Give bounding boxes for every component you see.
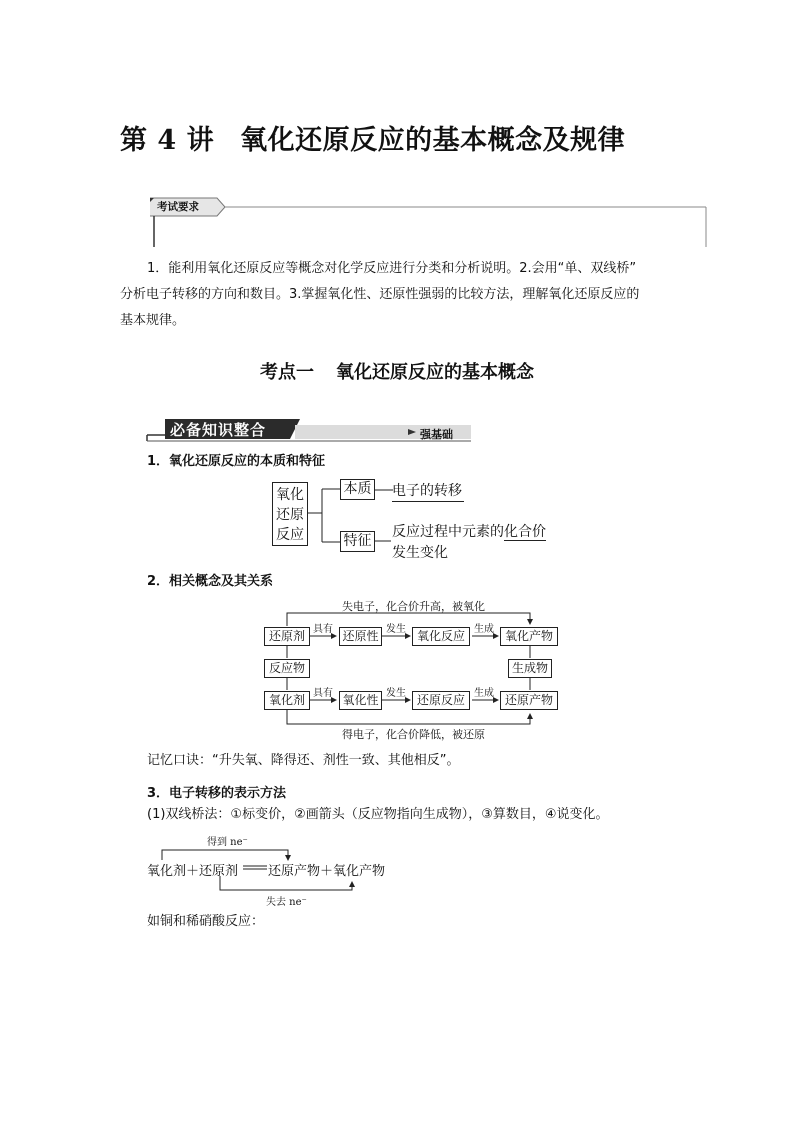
double-bridge-method: (1)双线桥法：①标变价，②画箭头（反应物指向生成物），③算数目，④说变化。 <box>147 807 609 822</box>
section-title <box>0 358 794 384</box>
lose-electrons-label: 失去 ne⁻ <box>266 897 307 908</box>
item2-heading: 2．相关概念及其关系 <box>147 574 274 589</box>
redox-root-box <box>272 482 308 546</box>
equation-right: 还原产物＋氧化产物 <box>268 864 386 879</box>
page-title <box>120 118 625 157</box>
item3-heading: 3．电子转移的表示方法 <box>147 786 287 801</box>
root-line-2: 还原 <box>276 507 304 523</box>
requirement-line-3: 基本规律。 <box>120 313 186 328</box>
arrow-label-have-2: 具有 <box>313 688 333 699</box>
top-bridge-label: 失电子，化合价升高，被氧化 <box>342 600 485 613</box>
reduction-product-box: 还原产物 <box>500 691 558 710</box>
root-line-1: 氧化 <box>276 487 304 503</box>
arrow-label-occur-2: 发生 <box>386 688 406 699</box>
arrow-label-have-1: 具有 <box>313 624 333 635</box>
product-box: 生成物 <box>508 659 552 678</box>
requirement-line-2: 分析电子转移的方向和数目。3.掌握氧化性、还原性强弱的比较方法，理解氧化还原反应的 <box>120 287 640 302</box>
lecture-title: 氧化还原反应的基本概念及规律 <box>240 125 626 156</box>
equation-left: 氧化剂＋还原剂 <box>147 864 239 879</box>
oxidation-product-box: 氧化产物 <box>500 627 558 646</box>
example-text: 如铜和稀硝酸反应： <box>147 914 265 929</box>
root-line-3: 反应 <box>276 527 304 543</box>
bottom-bridge-label: 得电子，化合价降低，被还原 <box>342 728 485 741</box>
feature-text: 反应过程中元素的 <box>392 524 504 540</box>
section-label: 考点一 <box>260 362 314 383</box>
oxidizability-box: 氧化性 <box>339 691 382 710</box>
oxidant-box: 氧化剂 <box>264 691 310 710</box>
mnemonic: 记忆口诀：“升失氧、降得还、剂性一致、其他相反”。 <box>147 753 460 768</box>
banner-label: 必备知识整合 <box>170 421 267 439</box>
exam-requirement-tag: 考试要求 <box>157 201 199 213</box>
requirement-line-1: 1．能利用氧化还原反应等概念对化学反应进行分类和分析说明。2.会用“单、双线桥” <box>147 261 637 276</box>
banner-right: 强基础 <box>420 428 453 441</box>
section-text: 氧化还原反应的基本概念 <box>336 362 534 383</box>
reducibility-box: 还原性 <box>339 627 382 646</box>
reduction-reaction-box: 还原反应 <box>412 691 470 710</box>
item1-heading: 1．氧化还原反应的本质和特征 <box>147 454 326 469</box>
oxidation-reaction-box: 氧化反应 <box>412 627 470 646</box>
gain-electrons-label: 得到 ne⁻ <box>207 837 248 848</box>
reactant-box: 反应物 <box>264 659 310 678</box>
arrow-label-generate-2: 生成 <box>474 688 494 699</box>
feature-box: 特征 <box>340 531 375 552</box>
arrow-label-generate-1: 生成 <box>474 624 494 635</box>
feature-line-2: 发生变化 <box>392 545 448 561</box>
essence-text: 电子的转移 <box>392 480 464 502</box>
arrow-label-occur-1: 发生 <box>386 624 406 635</box>
feature-line-1 <box>392 521 546 541</box>
reductant-box: 还原剂 <box>264 627 310 646</box>
essence-box: 本质 <box>340 479 375 500</box>
feature-underlined: 化合价 <box>504 524 546 540</box>
exam-requirement-frame <box>140 195 720 255</box>
lecture-number: 第 4 讲 <box>120 125 215 156</box>
